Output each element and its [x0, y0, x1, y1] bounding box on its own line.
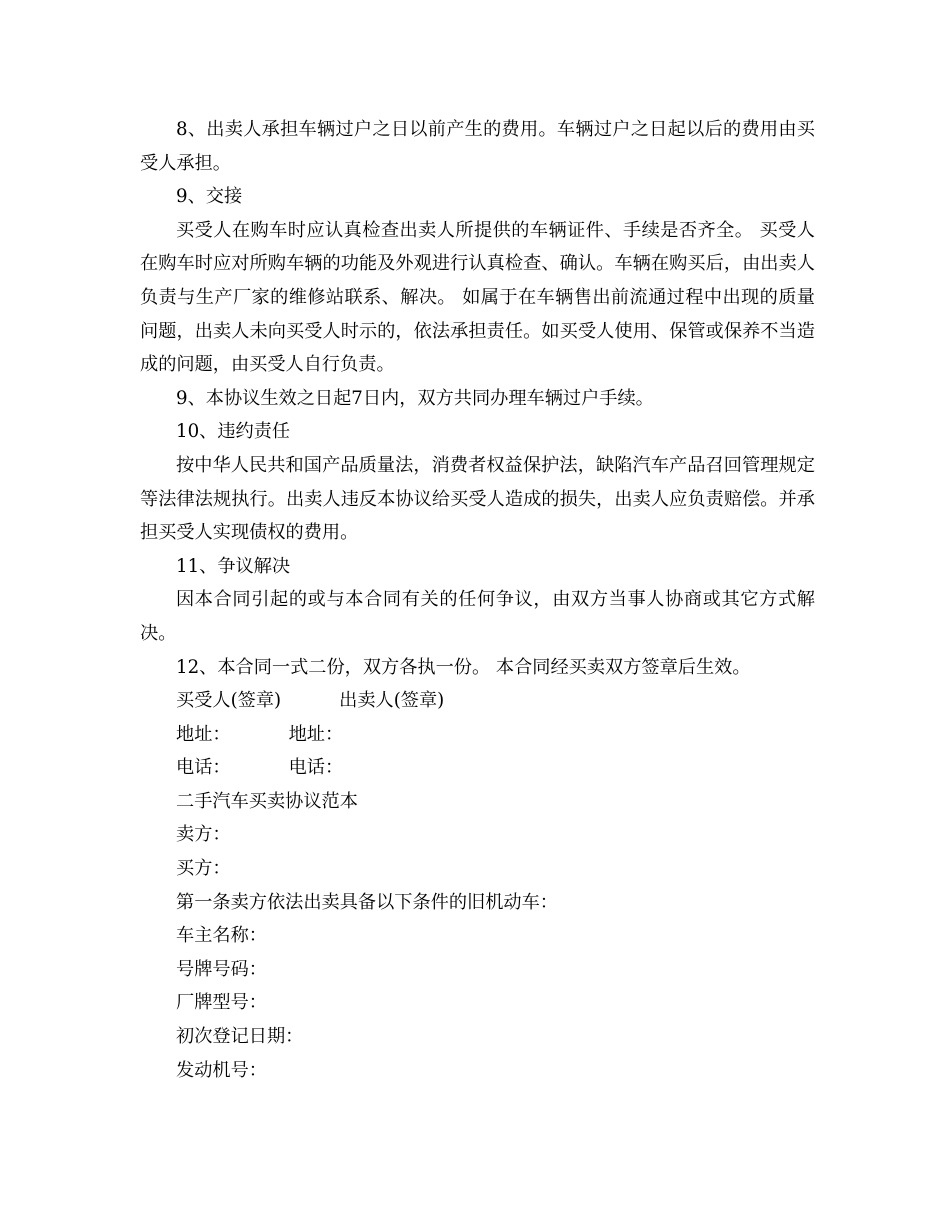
seller-party-label: 卖方： [176, 824, 231, 846]
seller-signature-label: 出卖人(签章) [339, 690, 445, 712]
buyer-party-label: 买方： [176, 858, 231, 880]
second-contract-title: 二手汽车买卖协议范本 [176, 790, 358, 812]
buyer-phone-label: 电话： [176, 757, 231, 779]
address-row [140, 718, 815, 752]
clause-8-fees: 8、出卖人承担车辆过户之日以前产生的费用。车辆过户之日起以后的费用由买受人承担。 [140, 119, 815, 174]
clause-10-heading: 10、违约责任 [176, 421, 291, 443]
clause-9-handover-heading: 9、交接 [176, 186, 243, 208]
field-owner-name: 车主名称： [176, 925, 267, 947]
clause-9-handover-text: 买受人在购车时应认真检查出卖人所提供的车辆证件、手续是否齐全。 买受人在购车时应对所购车辆的功能及外观进行认真检查、确认。车辆在购买后，由出卖人负责与生产厂家的维修站联系、解决。 如属于在车辆售出前流通过程中出现的质量问题，出卖人未向买受人时示的，依法承担责任。如买受人使用、保管或保养不当造成的问题，由买受人自行负责。 [140, 219, 815, 376]
document-body [140, 113, 815, 1087]
buyer-signature-label: 买受人(签章) [176, 690, 282, 712]
seller-address-label: 地址： [288, 723, 344, 745]
clause-11-heading: 11、争议解决 [176, 555, 291, 577]
field-brand-model: 厂牌型号： [176, 992, 267, 1014]
signature-row [140, 684, 815, 718]
clause-11-text: 因本合同引起的或与本合同有关的任何争议，由双方当事人协商或其它方式解决。 [140, 589, 815, 644]
field-plate-number: 号牌号码： [176, 958, 267, 980]
buyer-address-label: 地址： [176, 723, 231, 745]
field-first-registration-date: 初次登记日期： [176, 1026, 304, 1048]
clause-10-text: 按中华人民共和国产品质量法，消费者权益保护法，缺陷汽车产品召回管理规定等法律法规执行。出卖人违反本协议给买受人造成的损失，出卖人应负责赔偿。并承担买受人实现债权的费用。 [140, 454, 815, 544]
phone-row [140, 751, 815, 785]
clause-12-text: 12、本合同一式二份，双方各执一份。 本合同经买卖双方签章后生效。 [176, 656, 751, 678]
seller-phone-label: 电话： [288, 757, 344, 779]
clause-9-transfer: 9、本协议生效之日起7日内，双方共同办理车辆过户手续。 [176, 387, 654, 409]
article-1-text: 第一条卖方依法出卖具备以下条件的旧机动车： [176, 891, 558, 913]
field-engine-number: 发动机号： [176, 1059, 267, 1081]
